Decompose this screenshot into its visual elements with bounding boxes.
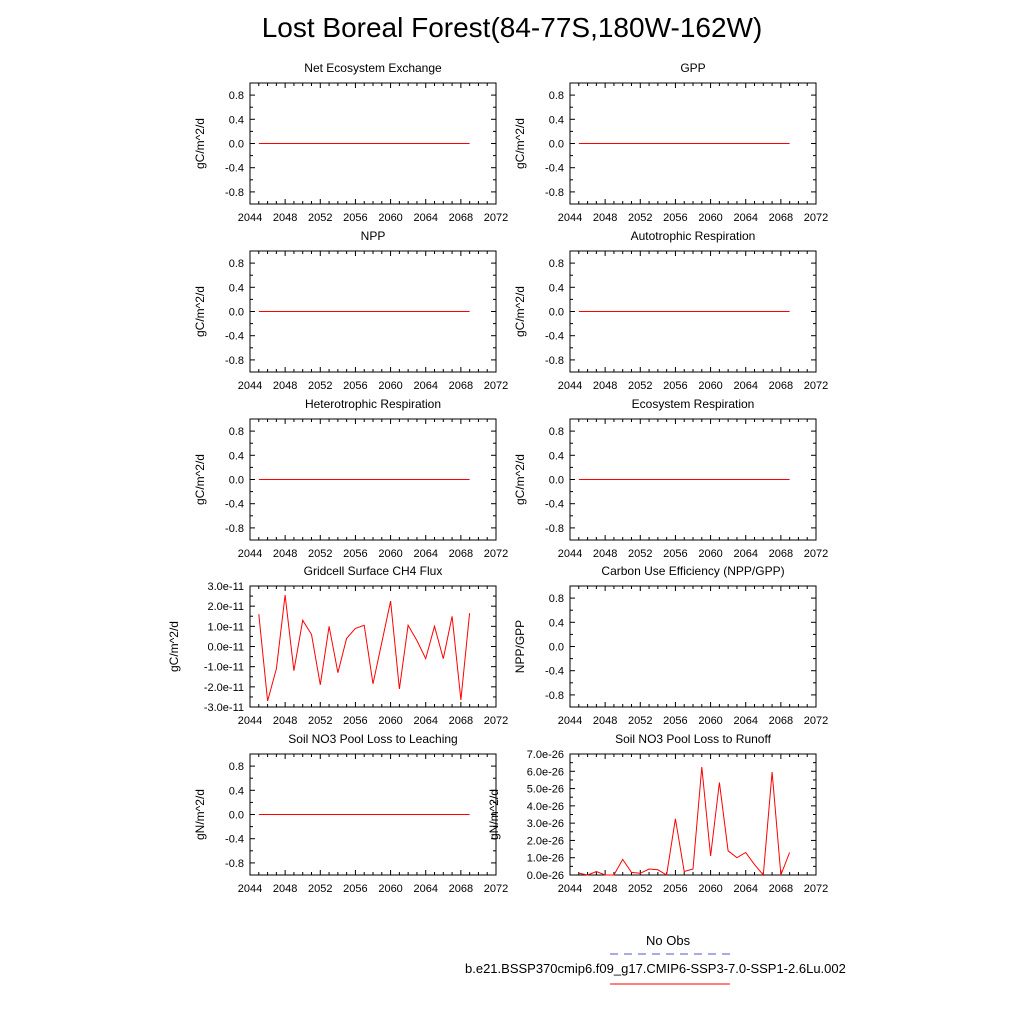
y-tick-label: 2.0e-11 [207, 601, 244, 614]
x-tick-label: 2064 [413, 883, 438, 895]
plot-frame [570, 586, 816, 707]
chart-panel-5 [513, 397, 828, 560]
x-tick-label: 2064 [733, 715, 758, 727]
y-tick-label: 0.0 [228, 306, 244, 319]
x-tick-label: 2048 [272, 548, 298, 560]
y-tick-label: -0.8 [545, 522, 564, 535]
x-tick-label: 2060 [378, 883, 403, 895]
y-tick-label: -0.4 [545, 665, 564, 678]
y-tick-label: 0.0 [228, 138, 244, 151]
panel-title: Ecosystem Respiration [631, 397, 755, 411]
y-tick-label: 0.8 [228, 258, 244, 271]
x-tick-label: 2056 [663, 212, 688, 224]
y-axis-label: gC/m^2/d [193, 454, 207, 505]
x-tick-label: 2064 [733, 212, 758, 224]
chart-panel-9 [487, 732, 828, 895]
x-tick-label: 2068 [768, 883, 794, 895]
y-tick-label: 3.0e-26 [526, 818, 564, 831]
x-tick-label: 2064 [733, 548, 758, 560]
y-tick-label: 1.0e-26 [526, 852, 564, 865]
y-tick-label: -2.0e-11 [203, 681, 244, 694]
x-tick-label: 2048 [592, 715, 618, 727]
x-tick-label: 2048 [592, 380, 618, 392]
x-tick-label: 2072 [803, 883, 829, 895]
chart-panel-6 [167, 564, 508, 727]
x-tick-label: 2044 [237, 212, 263, 224]
x-tick-label: 2052 [628, 380, 653, 392]
y-tick-label: 0.0 [548, 474, 564, 487]
legend-obs-label: No Obs [646, 933, 691, 948]
y-tick-label: 0.8 [228, 426, 244, 439]
y-tick-label: 0.0 [548, 138, 564, 151]
x-tick-label: 2060 [698, 212, 723, 224]
y-tick-label: 0.4 [548, 282, 564, 295]
x-tick-label: 2044 [557, 380, 583, 392]
y-tick-label: 0.4 [228, 114, 244, 127]
x-tick-label: 2060 [698, 715, 723, 727]
y-tick-label: 0.0 [228, 809, 244, 822]
y-tick-label: -3.0e-11 [203, 702, 244, 714]
x-tick-label: 2072 [483, 883, 509, 895]
y-axis-label: gN/m^2/d [193, 789, 207, 840]
x-tick-label: 2072 [803, 212, 829, 224]
chart-panel-4 [193, 397, 508, 560]
y-axis-label: gC/m^2/d [513, 286, 527, 337]
chart-panel-7 [513, 564, 828, 727]
y-tick-label: 2.0e-26 [526, 835, 564, 848]
x-tick-label: 2064 [413, 380, 438, 392]
x-tick-label: 2056 [343, 380, 368, 392]
y-tick-label: 0.8 [548, 426, 564, 439]
x-tick-label: 2072 [803, 715, 829, 727]
x-tick-label: 2072 [803, 380, 829, 392]
x-tick-label: 2044 [557, 212, 583, 224]
panel-title: Autotrophic Respiration [630, 229, 756, 243]
x-tick-label: 2060 [378, 380, 403, 392]
panel-title: Carbon Use Efficiency (NPP/GPP) [601, 564, 785, 578]
y-tick-label: 1.0e-11 [207, 621, 244, 634]
x-tick-label: 2048 [272, 212, 298, 224]
y-axis-label: gC/m^2/d [513, 118, 527, 169]
x-tick-label: 2044 [557, 715, 583, 727]
x-tick-label: 2068 [768, 715, 794, 727]
x-tick-label: 2052 [308, 212, 333, 224]
x-tick-label: 2048 [592, 212, 618, 224]
x-tick-label: 2064 [733, 380, 758, 392]
y-tick-label: 7.0e-26 [526, 749, 564, 761]
x-tick-label: 2056 [343, 548, 368, 560]
x-tick-label: 2072 [483, 212, 509, 224]
y-tick-label: -0.8 [545, 186, 564, 199]
y-tick-label: 5.0e-26 [526, 783, 564, 796]
y-tick-label: 0.0e-11 [207, 641, 244, 654]
x-tick-label: 2060 [378, 548, 403, 560]
x-tick-label: 2068 [448, 380, 474, 392]
x-tick-label: 2048 [272, 715, 298, 727]
y-tick-label: 4.0e-26 [526, 800, 564, 813]
x-tick-label: 2044 [237, 548, 263, 560]
x-tick-label: 2056 [343, 212, 368, 224]
chart-panel-3 [513, 229, 828, 392]
x-tick-label: 2052 [628, 548, 653, 560]
x-tick-label: 2056 [663, 548, 688, 560]
y-axis-label: NPP/GPP [513, 619, 527, 674]
x-tick-label: 2064 [733, 883, 758, 895]
x-tick-label: 2052 [308, 548, 333, 560]
x-tick-label: 2052 [308, 380, 333, 392]
y-tick-label: -0.4 [225, 162, 244, 175]
y-tick-label: -0.8 [545, 689, 564, 702]
y-tick-label: -0.4 [545, 330, 564, 343]
series-line-0 [259, 595, 470, 701]
panel-title: Soil NO3 Pool Loss to Runoff [615, 732, 771, 746]
chart-panel-1 [513, 61, 828, 224]
x-tick-label: 2048 [592, 548, 618, 560]
panel-title: Heterotrophic Respiration [304, 397, 442, 411]
x-tick-label: 2052 [628, 212, 653, 224]
x-tick-label: 2044 [237, 883, 263, 895]
x-tick-label: 2068 [768, 380, 794, 392]
y-tick-label: 0.8 [548, 258, 564, 271]
x-tick-label: 2068 [448, 883, 474, 895]
y-tick-label: -0.8 [225, 522, 244, 535]
y-axis-label: gN/m^2/d [487, 789, 501, 840]
y-tick-label: 0.0 [548, 306, 564, 319]
figure-title: Lost Boreal Forest(84-77S,180W-162W) [261, 12, 763, 43]
y-tick-label: -0.8 [225, 186, 244, 199]
x-tick-label: 2060 [698, 380, 723, 392]
panel-title: NPP [360, 229, 386, 243]
y-tick-label: -0.8 [225, 354, 244, 367]
x-tick-label: 2060 [378, 715, 403, 727]
y-tick-label: 0.4 [228, 785, 244, 798]
y-tick-label: 0.8 [548, 593, 564, 606]
y-tick-label: 0.4 [548, 617, 564, 630]
x-tick-label: 2064 [413, 212, 438, 224]
y-tick-label: -0.4 [545, 498, 564, 511]
x-tick-label: 2068 [448, 715, 474, 727]
x-tick-label: 2052 [628, 883, 653, 895]
y-tick-label: -1.0e-11 [203, 661, 244, 674]
y-tick-label: -0.4 [545, 162, 564, 175]
x-tick-label: 2072 [483, 715, 509, 727]
y-tick-label: 6.0e-26 [526, 766, 564, 779]
y-tick-label: 0.4 [548, 450, 564, 463]
x-tick-label: 2064 [413, 548, 438, 560]
y-tick-label: 0.4 [228, 282, 244, 295]
x-tick-label: 2060 [698, 548, 723, 560]
panel-title: Soil NO3 Pool Loss to Leaching [288, 732, 458, 746]
x-tick-label: 2072 [483, 380, 509, 392]
y-tick-label: -0.4 [225, 498, 244, 511]
chart-panel-2 [193, 229, 508, 392]
y-tick-label: 0.4 [548, 114, 564, 127]
x-tick-label: 2056 [663, 380, 688, 392]
x-tick-label: 2072 [483, 548, 509, 560]
legend-model-label: b.e21.BSSP370cmip6.f09_g17.CMIP6-SSP3-7.0-SSP1-2.6Lu.002 [465, 961, 846, 976]
chart-panel-8 [193, 732, 508, 895]
x-tick-label: 2052 [628, 715, 653, 727]
y-tick-label: 0.0e-26 [526, 870, 564, 882]
x-tick-label: 2048 [592, 883, 618, 895]
y-tick-label: 0.0 [228, 474, 244, 487]
y-tick-label: -0.8 [545, 354, 564, 367]
series-line-0 [579, 767, 790, 875]
y-tick-label: 0.0 [548, 641, 564, 654]
x-tick-label: 2068 [768, 548, 794, 560]
x-tick-label: 2056 [663, 883, 688, 895]
chart-panel-0 [193, 61, 508, 224]
x-tick-label: 2056 [343, 883, 368, 895]
y-tick-label: -0.4 [225, 330, 244, 343]
x-tick-label: 2044 [237, 380, 263, 392]
y-tick-label: 0.8 [228, 90, 244, 103]
y-tick-label: 0.8 [228, 761, 244, 774]
x-tick-label: 2056 [663, 715, 688, 727]
y-axis-label: gC/m^2/d [193, 286, 207, 337]
x-tick-label: 2060 [698, 883, 723, 895]
y-axis-label: gC/m^2/d [193, 118, 207, 169]
x-tick-label: 2044 [237, 715, 263, 727]
panel-title: Net Ecosystem Exchange [304, 61, 442, 75]
x-tick-label: 2068 [448, 212, 474, 224]
x-tick-label: 2068 [448, 548, 474, 560]
x-tick-label: 2052 [308, 883, 333, 895]
y-tick-label: -0.4 [225, 833, 244, 846]
panel-title: Gridcell Surface CH4 Flux [303, 564, 443, 578]
x-tick-label: 2044 [557, 548, 583, 560]
x-tick-label: 2044 [557, 883, 583, 895]
x-tick-label: 2064 [413, 715, 438, 727]
y-axis-label: gC/m^2/d [167, 621, 181, 672]
panel-title: GPP [680, 61, 706, 75]
x-tick-label: 2052 [308, 715, 333, 727]
x-tick-label: 2072 [803, 548, 829, 560]
x-tick-label: 2048 [272, 883, 298, 895]
plot-frame [250, 586, 496, 707]
y-tick-label: 3.0e-11 [207, 581, 244, 593]
y-tick-label: -0.8 [225, 857, 244, 870]
x-tick-label: 2068 [768, 212, 794, 224]
y-tick-label: 0.4 [228, 450, 244, 463]
x-tick-label: 2060 [378, 212, 403, 224]
x-tick-label: 2056 [343, 715, 368, 727]
y-axis-label: gC/m^2/d [513, 454, 527, 505]
x-tick-label: 2048 [272, 380, 298, 392]
y-tick-label: 0.8 [548, 90, 564, 103]
